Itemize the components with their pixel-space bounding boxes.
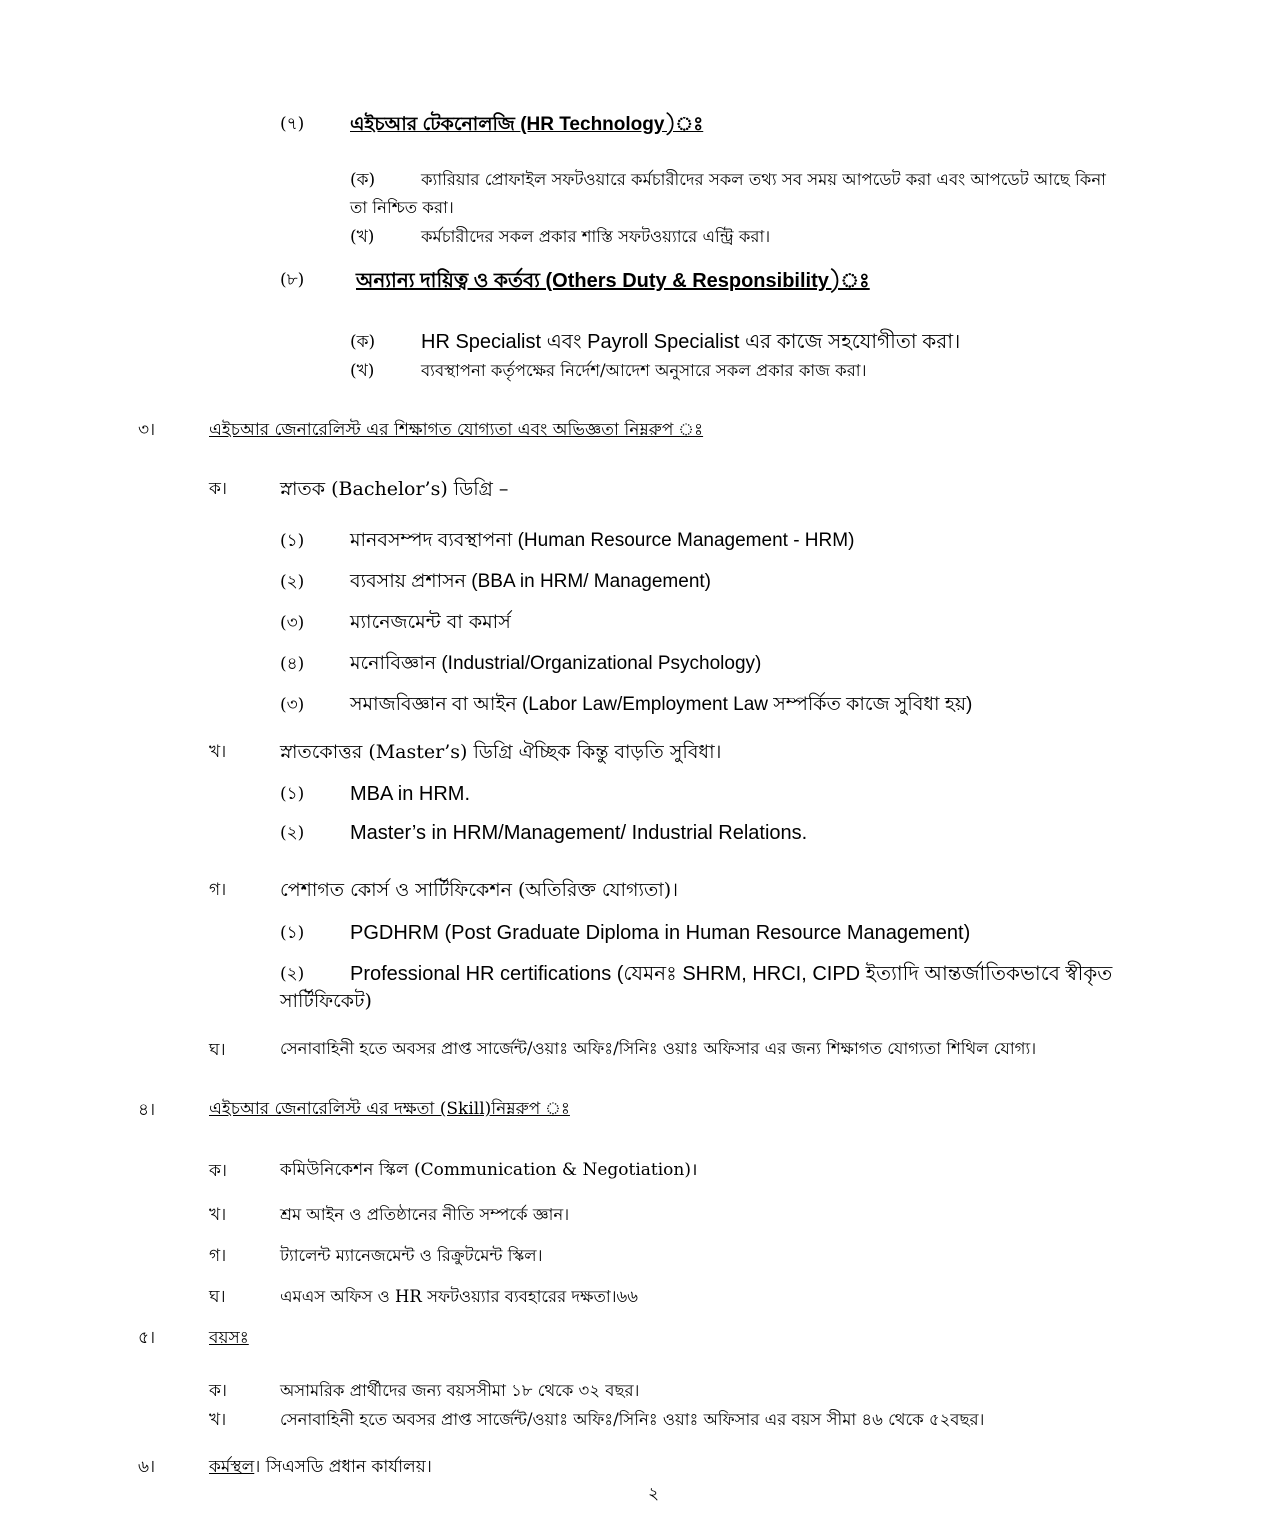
s4-item-gha-mark: ঘ।: [209, 1287, 226, 1307]
section-3-heading: এইচআর জেনারেলিস্ট এর শিক্ষাগত যোগ্যতা এবং অভিজ্ঞতা নিম্নরুপ ঃ: [209, 420, 704, 440]
s3-ka-item-4-text: মনোবিজ্ঞান (Industrial/Organizational Psychology): [350, 653, 762, 674]
s8-item-ka-text: HR Specialist এবং Payroll Specialist এর কাজে সহযোগীতা করা।: [421, 331, 961, 353]
s3-ka-item-5-text: সমাজবিজ্ঞান বা আইন (Labor Law/Employment Law সম্পর্কিত কাজে সুবিধা হয়): [350, 694, 973, 715]
section-5-heading: বয়সঃ: [209, 1328, 249, 1348]
s3-ka-item-1-text: মানবসম্পদ ব্যবস্থাপনা (Human Resource Management - HRM): [350, 530, 855, 551]
page-number: ২: [648, 1484, 660, 1504]
s3-ga-item-1-text: PGDHRM (Post Graduate Diploma in Human Resource Management): [350, 922, 971, 944]
s8-item-kha-text: ব্যবস্থাপনা কর্তৃপক্ষের নির্দেশ/আদেশ অনুসারে সকল প্রকার কাজ করা।: [421, 361, 867, 380]
s7-item-ka-text-cont: তা নিশ্চিত করা।: [350, 198, 454, 217]
s8-item-ka-mark: (ক): [350, 332, 376, 352]
s3-ka-item-1-mark: (১): [280, 531, 305, 551]
s3-ga-item-2-mark: (২): [280, 964, 305, 984]
s3-ka-text: স্নাতক (Bachelor’s) ডিগ্রি –: [280, 478, 509, 500]
s3-ka-item-3-text: ম্যানেজমেন্ট বা কমার্স: [350, 611, 511, 633]
s7-item-kha-text: কর্মচারীদের সকল প্রকার শাস্তি সফটওয়্যারে এন্ট্রি করা।: [421, 227, 771, 246]
section-7-number: (৭): [280, 114, 305, 134]
s5-item-kha-text: সেনাবাহিনী হতে অবসর প্রাপ্ত সার্জেন্ট/ওয়াঃ অফিঃ/সিনিঃ ওয়াঃ অফিসার এর বয়স সীমা ৪৬ থেকে ৫২বছর।: [280, 1410, 985, 1429]
s3-ka-mark: ক।: [209, 479, 227, 499]
section-6-heading: কর্মস্থল: [209, 1457, 255, 1477]
s5-item-kha-mark: খ।: [209, 1410, 227, 1430]
s3-ga-item-1-mark: (১): [280, 923, 305, 943]
s3-kha-item-1-text: MBA in HRM.: [350, 783, 471, 805]
section-6-number: ৬।: [138, 1457, 156, 1477]
s7-item-kha-mark: (খ): [350, 227, 375, 247]
s3-ka-item-2-text: ব্যবসায় প্রশাসন (BBA in HRM/ Management): [350, 571, 711, 592]
s4-item-kha-text: শ্রম আইন ও প্রতিষ্ঠানের নীতি সম্পর্কে জ্ঞান।: [280, 1205, 570, 1224]
section-5-number: ৫।: [138, 1328, 156, 1348]
section-6-text: । সিএসডি প্রধান কার্যালয়।: [254, 1457, 432, 1477]
s3-ka-item-2-mark: (২): [280, 572, 305, 592]
section-8-heading: অন্যান্য দায়িত্ব ও কর্তব্য (Others Duty & Responsibility)ঃ: [356, 270, 870, 292]
section-3-number: ৩।: [138, 420, 156, 440]
s3-ga-item-2-text-cont: সার্টিফিকেট): [280, 990, 372, 1012]
s3-kha-text: স্নাতকোত্তর (Master’s) ডিগ্রি ঐচ্ছিক কিন্তু বাড়তি সুবিধা।: [280, 741, 722, 763]
s7-item-ka-mark: (ক): [350, 170, 376, 190]
section-8-number: (৮): [280, 270, 305, 290]
s3-ga-item-2-text: Professional HR certifications (যেমনঃ SHRM, HRCI, CIPD ইত্যাদি আন্তর্জাতিকভাবে স্বীকৃত: [350, 963, 1113, 985]
s3-ka-item-5-mark: (৩): [280, 695, 305, 715]
s5-item-ka-text: অসামরিক প্রার্থীদের জন্য বয়সসীমা ১৮ থেকে ৩২ বছর।: [280, 1381, 640, 1400]
section-4-number: ৪।: [138, 1100, 156, 1120]
s3-gha-mark: ঘ।: [209, 1040, 226, 1060]
section-7-heading: এইচআর টেকনোলজি (HR Technology)ঃ: [350, 114, 704, 135]
s3-ka-item-4-mark: (৪): [280, 654, 305, 674]
s4-item-ga-text: ট্যালেন্ট ম্যানেজমেন্ট ও রিক্রুটমেন্ট স্কিল।: [280, 1246, 543, 1265]
s5-item-ka-mark: ক।: [209, 1381, 227, 1401]
s3-kha-mark: খ।: [209, 742, 227, 762]
s3-gha-text: সেনাবাহিনী হতে অবসর প্রাপ্ত সার্জেন্ট/ওয়াঃ অফিঃ/সিনিঃ ওয়াঃ অফিসার এর জন্য শিক্ষাগত যোগ্যতা শিথিল যোগ্য।: [280, 1039, 1037, 1058]
s3-ga-mark: গ।: [209, 880, 227, 900]
s3-kha-item-1-mark: (১): [280, 784, 305, 804]
s3-ga-text: পেশাগত কোর্স ও সার্টিফিকেশন (অতিরিক্ত যোগ্যতা)।: [280, 879, 678, 901]
s8-item-kha-mark: (খ): [350, 361, 375, 381]
section-6-line: [209, 1457, 432, 1477]
s4-item-ka-text: কমিউনিকেশন স্কিল (Communication & Negotiation)।: [280, 1160, 698, 1180]
s7-item-ka-text: ক্যারিয়ার প্রোফাইল সফটওয়ারে কর্মচারীদের সকল তথ্য সব সময় আপডেট করা এবং আপডেট আছে কিনা: [421, 170, 1106, 189]
section-4-heading: এইচআর জেনারেলিস্ট এর দক্ষতা (Skill)নিম্নরুপ ঃ: [209, 1099, 570, 1119]
s4-item-ka-mark: ক।: [209, 1161, 227, 1181]
s3-kha-item-2-text: Master’s in HRM/Management/ Industrial Relations.: [350, 822, 808, 844]
s4-item-kha-mark: খ।: [209, 1205, 227, 1225]
s4-item-ga-mark: গ।: [209, 1246, 227, 1266]
s3-ka-item-3-mark: (৩): [280, 613, 305, 633]
s3-kha-item-2-mark: (২): [280, 823, 305, 843]
s4-item-gha-text: এমএস অফিস ও HR সফটওয়্যার ব্যবহারের দক্ষতা।৬৬: [280, 1287, 638, 1306]
